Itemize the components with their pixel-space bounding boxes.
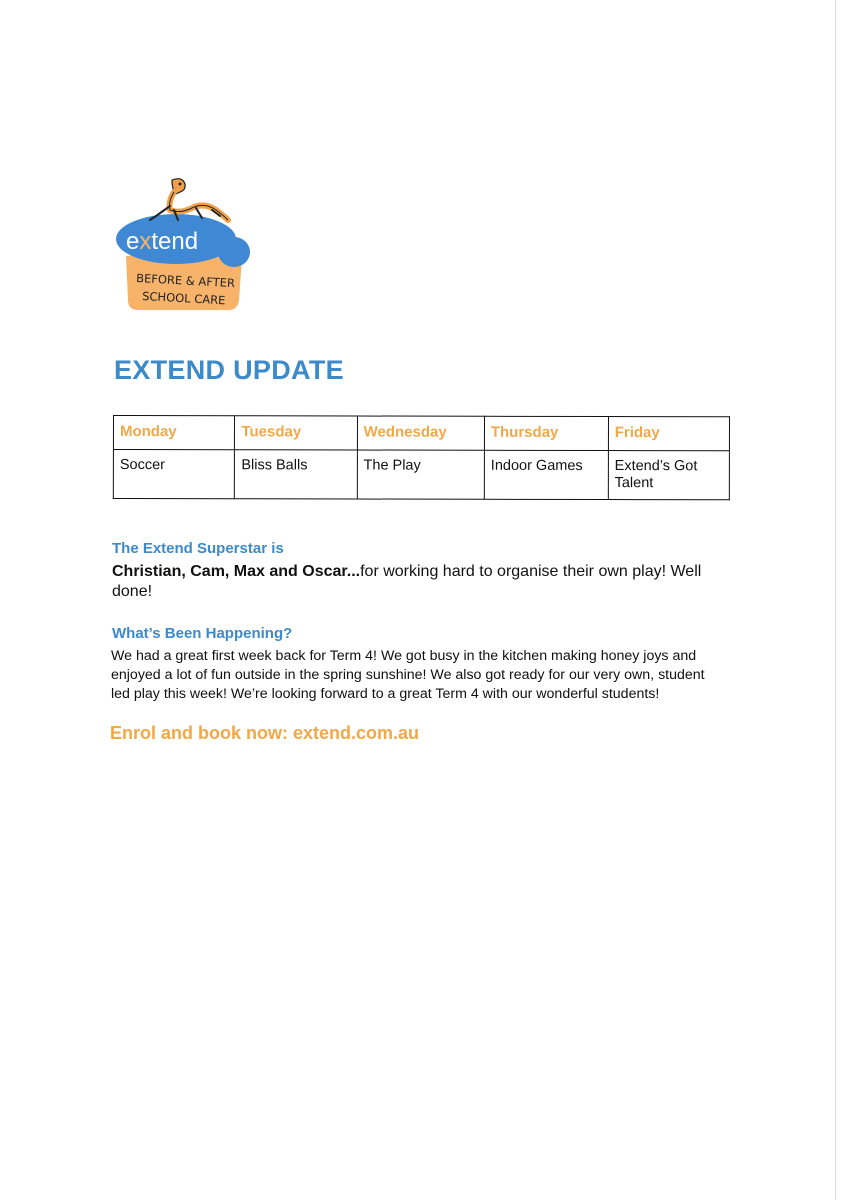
schedule-activity-row [113, 450, 729, 500]
superstar-heading: The Extend Superstar is [112, 540, 284, 557]
superstar-names: Christian, Cam, Max and Oscar... [112, 563, 361, 580]
day-tuesday: Tuesday [235, 416, 357, 450]
logo-tagline-line2: SCHOOL CARE [141, 289, 226, 308]
scan-edge-line [835, 0, 836, 1200]
activity-thursday: Indoor Games [484, 450, 608, 499]
extend-logo [112, 176, 257, 316]
day-monday: Monday [113, 416, 235, 450]
activity-monday: Soccer [113, 450, 235, 499]
enrol-call-to-action: Enrol and book now: extend.com.au [110, 723, 420, 743]
superstar-text [112, 562, 712, 602]
page-title: EXTEND UPDATE [114, 355, 344, 385]
schedule-header-row [113, 416, 729, 451]
activity-wednesday: The Play [357, 450, 484, 499]
weekly-schedule-table [113, 415, 730, 500]
activity-friday: Extend’s Got Talent [608, 451, 729, 500]
day-wednesday: Wednesday [357, 416, 484, 450]
lizard-mascot-icon [150, 179, 228, 220]
day-friday: Friday [608, 417, 729, 451]
logo-tagline-line1: BEFORE & AFTER [135, 271, 236, 291]
superstar-reason: for working hard to organise their own play! Well done! [112, 563, 702, 600]
happening-heading: What’s Been Happening? [112, 625, 293, 642]
logo-brand-text: extend [126, 228, 199, 255]
day-thursday: Thursday [484, 416, 608, 450]
activity-tuesday: Bliss Balls [235, 450, 357, 499]
happening-body: We had a great first week back for Term 4! We got busy in the kitchen making honey joys and enjoyed a lot of fun outside in the spring sunshine! We also got ready for our very own, student led play this week! We’re looking forward to a great Term 4 with our wonderful students! [111, 648, 705, 702]
